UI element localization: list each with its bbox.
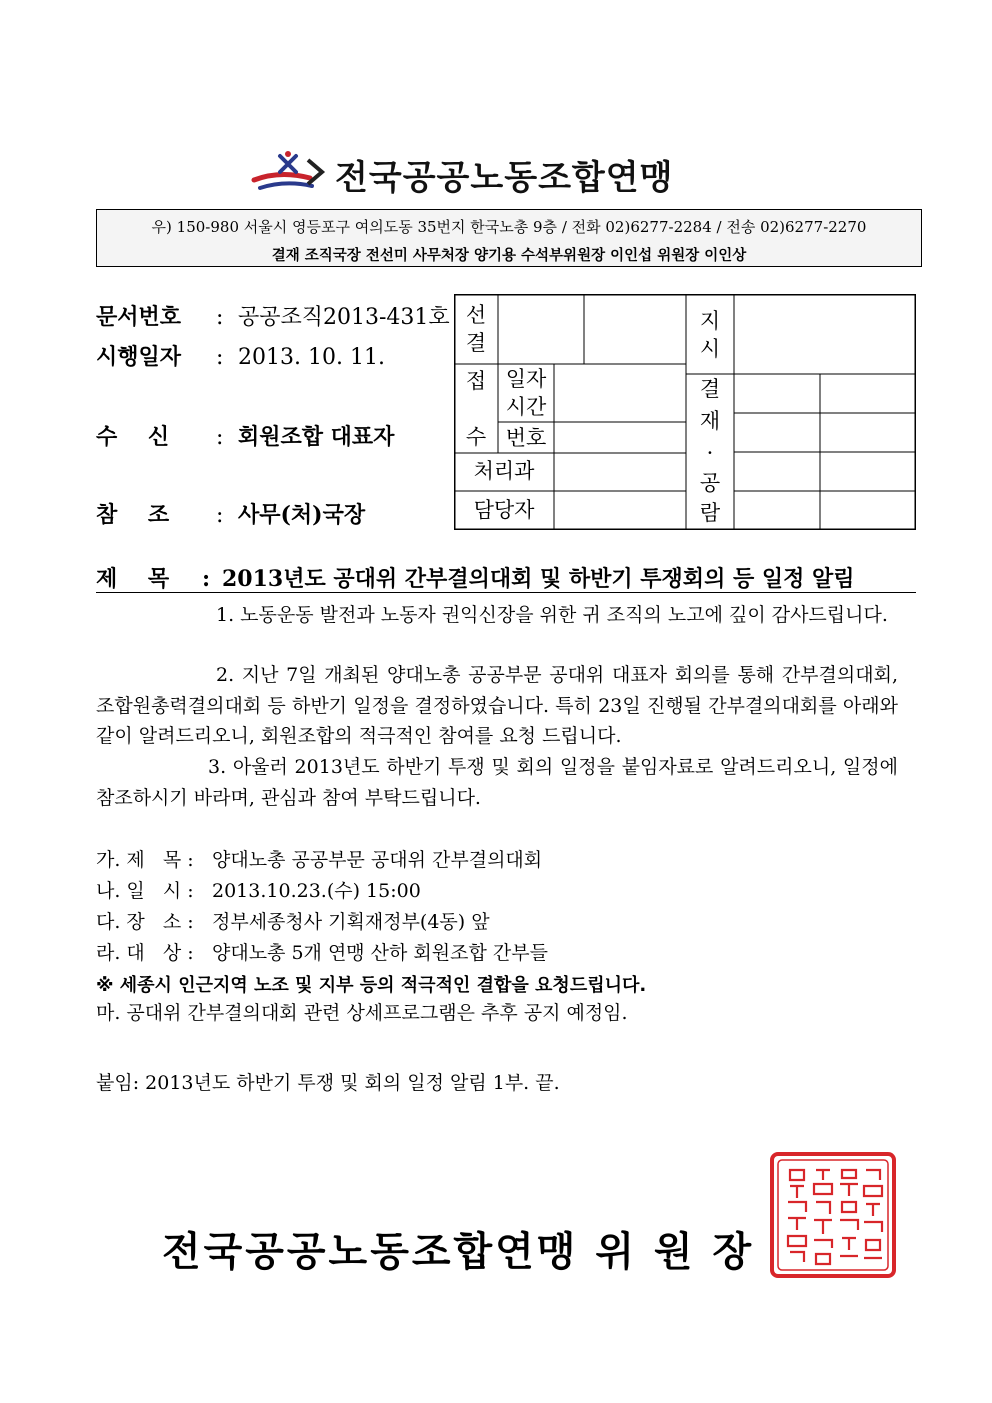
cheorigwa-label: 처리과 [473,459,535,483]
gyeol-label: 결 [465,331,487,355]
item-target [96,938,548,965]
reference-label: 참 조 [96,502,170,528]
item-value: 양대노총 공공부문 공대위 간부결의대회 [212,849,543,871]
gyeoljae-2: 재 [699,409,721,433]
item-location [96,907,490,934]
ji-label: 지 [699,309,721,333]
issue-date: 2013. 10. 11. [238,345,385,370]
body-paragraph-3: 3. 아울러 2013년도 하반기 투쟁 및 회의 일정을 붙임자료로 알려드리오니, 일정에 참조하시기 바라며, 관심과 참여 부탁드립니다. [96,756,898,809]
su-label: 수 [465,425,487,449]
doc-number-label: 문서번호 [96,304,182,330]
subject-divider [96,592,916,593]
beonho-label: 번호 [505,426,547,450]
colon: : [216,503,224,528]
si-label: 시 [699,337,721,361]
colon: : [216,305,224,330]
jeop-label: 접 [465,369,487,393]
notice-line: ※ 세종시 인근지역 노조 및 지부 등의 적극적인 결합을 요청드립니다. [96,975,647,996]
item-value: 2013.10.23.(수) 15:00 [212,880,421,902]
item-key: 라. 대 상 : [96,942,194,964]
subject-row [96,562,916,593]
doc-number: 공공조직2013-431호 [238,305,450,330]
gyeoljae-5: 람 [699,501,721,525]
attachment-line: 붙임: 2013년도 하반기 투쟁 및 회의 일정 알림 1부. 끝. [96,1072,560,1094]
gyeoljae-3: · [706,441,714,465]
address-line: 우) 150-980 서울시 영등포구 여의도동 35번지 한국노총 9층 / 전화 02)6277-2284 / 전송 02)6277-2270 [151,218,867,236]
subject-label: 제 목 [96,566,170,592]
approval-table [454,294,916,530]
issue-date-row [96,340,385,371]
item-key: 다. 장 소 : [96,911,194,933]
recipient-row [96,420,394,451]
org-title: 전국공공노동조합연맹 [335,158,674,198]
colon: : [202,566,211,592]
item-value: 정부세종청사 기획재정부(4동) 앞 [212,911,490,933]
recipient-label: 수 신 [96,424,170,450]
approval-signers-line: 결재 조직국장 전선미 사무처장 양기용 수석부위원장 이인섭 위원장 이인상 [271,247,747,264]
gyeoljae-4: 공 [699,471,721,495]
body-paragraph-2: 2. 지난 7일 개최된 양대노총 공공부문 공대위 대표자 회의를 통해 간부결의대회, 조합원총력결의대회 등 하반기 일정을 결정하였습니다. 특히 23일 진행될 간부결의대회를 아래와 같이 알려드리오니, 회원조합의 적극적인 참여를 요청 드립니다. [96,664,898,747]
item-key: 가. 제 목 : [96,849,194,871]
subject-text: 2013년도 공대위 간부결의대회 및 하반기 투쟁회의 등 일정 알림 [222,566,855,592]
recipient: 회원조합 대표자 [238,424,395,450]
item-value: 양대노총 5개 연맹 산하 회원조합 간부들 [212,942,548,964]
item-key: 나. 일 시 : [96,880,194,902]
official-seal-icon [770,1152,896,1278]
item-program: 마. 공대위 간부결의대회 관련 상세프로그램은 추후 공지 예정임. [96,1002,628,1024]
sigan-label: 시간 [505,395,547,419]
gyeoljae-1: 결 [699,377,721,401]
issue-date-label: 시행일자 [96,344,182,370]
item-datetime [96,876,421,903]
seon-label: 선 [465,303,487,327]
colon: : [216,425,224,450]
item-title [96,845,542,872]
sender-signature: 전국공공노동조합연맹 위 원 장 [162,1229,755,1275]
org-logo-icon [250,150,330,192]
body-paragraph-1: 1. 노동운동 발전과 노동자 권익신장을 위한 귀 조직의 노고에 깊이 감사드립니다. [216,604,888,626]
reference-row [96,498,365,529]
address-box [96,209,922,267]
ilja-label: 일자 [505,367,547,391]
damdangja-label: 담당자 [473,498,535,522]
colon: : [216,345,224,370]
reference: 사무(처)국장 [238,502,366,528]
doc-number-row [96,300,450,331]
